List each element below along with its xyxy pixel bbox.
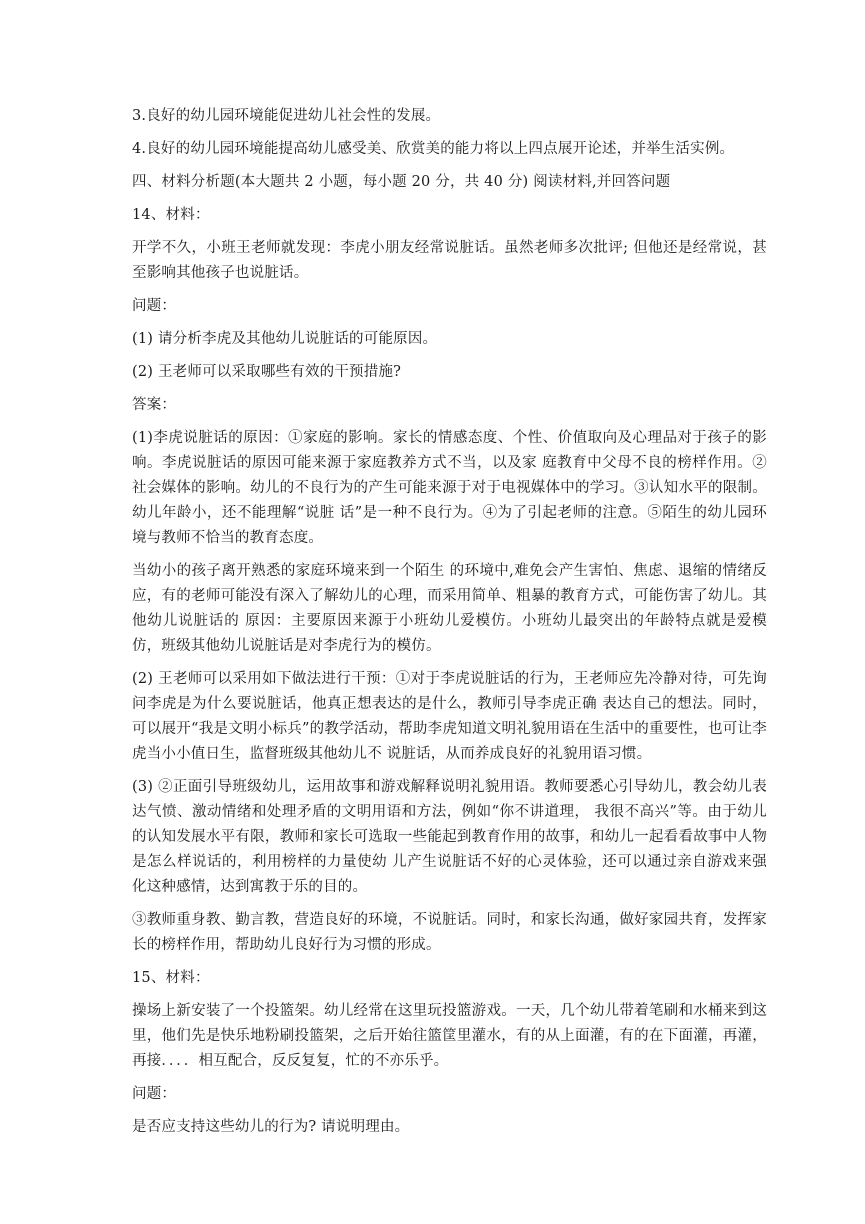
question-14-problem-label: 问题： — [132, 298, 177, 314]
answer-label: 答案： — [132, 397, 177, 413]
section-heading-material-analysis: 四、材料分析题(本大题共 2 小题，每小题 20 分，共 40 分) 阅读材料,并回答问题 — [132, 174, 671, 190]
paragraph-env-aesthetic: 4.良好的幼儿园环境能提高幼儿感受美、欣赏美的能力将以上四点展开论述，并举生活实例。 — [132, 141, 735, 157]
answer-part-2: (2) 王老师可以采用如下做法进行干预：①对于李虎说脏话的行为，王老师应先冷静对待，可先询问李虎是为什么要说脏话，他真正想表达的是什么，教师引导李虎正确 表达自己的想法。同时，可以展开“我是文明小标兵”的教学活动，帮助李虎知道文明礼貌用语在生活中的重要性，也可让李虎当小小值日生，监督班级其他幼儿不 说脏话，从而养成良好的礼貌用语习惯。 — [132, 671, 767, 762]
question-14-material: 开学不久，小班王老师就发现：李虎小朋友经常说脏话。虽然老师多次批评; 但他还是经常说，甚至影响其他孩子也说脏话。 — [132, 240, 767, 281]
paragraph-env-social: 3.良好的幼儿园环境能促进幼儿社会性的发展。 — [132, 108, 441, 124]
answer-part-1: (1)李虎说脏话的原因：①家庭的影响。家长的情感态度、个性、价值取向及心理品对于孩子的影响。李虎说脏话的原因可能来源于家庭教养方式不当，以及家 庭教育中父母不良的榜样作用。②社会媒体的影响。幼儿的不良行为的产生可能来源于对于电视媒体中的学习。③认知水平的限制。幼儿年龄小，还不能理解“说脏 话”是一种不良行为。④为了引起老师的注意。⑤陌生的幼儿园环境与教师不恰当的教育态度。 — [132, 430, 767, 546]
answer-part-3: (3) ②正面引导班级幼儿，运用故事和游戏解释说明礼貌用语。教师要悉心引导幼儿，教会幼儿表达气愤、激动情绪和处理矛盾的文明用语和方法，例如“你不讲道理， 我很不高兴”等。由于幼儿的认知发展水平有限，教师和家长可选取一些能起到教育作用的故事，和幼儿一起看看故事中人物是怎么样说话的，利用榜样的力量使幼 儿产生说脏话不好的心灵体验，还可以通过亲自游戏来强化这种感情，达到寓教于乐的目的。 — [132, 779, 767, 895]
question-15-sub-1: 是否应支持这些幼儿的行为? 请说明理由。 — [132, 1119, 410, 1135]
question-14-sub-1: (1) 请分析李虎及其他幼儿说脏话的可能原因。 — [132, 331, 438, 347]
question-15-material: 操场上新安装了一个投篮架。幼儿经常在这里玩投篮游戏。一天，几个幼儿带着笔刷和水桶来到这里，他们先是快乐地粉刷投篮架，之后开始往篮筐里灌水，有的从上面灌，有的在下面灌，再灌，再接．．．．相互配合，反反复复，忙的不亦乐乎。 — [132, 1003, 767, 1069]
answer-part-1-continued: 当幼小的孩子离开熟悉的家庭环境来到一个陌生 的环境中,难免会产生害怕、焦虑、退缩的情绪反应，有的老师可能没有深入了解幼儿的心理，而采用简单、粗暴的教育方式，可能伤害了幼儿。其他幼儿说脏话的 原因：主要原因来源于小班幼儿爱模仿。小班幼儿最突出的年龄特点就是爱模仿，班级其他幼儿说脏话是对李虎行为的模仿。 — [132, 563, 767, 654]
question-14-label: 14、材料： — [132, 207, 210, 223]
document-body — [132, 104, 767, 1148]
question-15-problem-label: 问题： — [132, 1086, 177, 1102]
question-14-sub-2: (2) 王老师可以采取哪些有效的干预措施? — [132, 364, 402, 380]
answer-part-3-continued: ③教师重身教、勤言教，营造良好的环境，不说脏话。同时，和家长沟通，做好家园共育，发挥家长的榜样作用，帮助幼儿良好行为习惯的形成。 — [132, 912, 767, 953]
question-15-label: 15、材料： — [132, 970, 210, 986]
